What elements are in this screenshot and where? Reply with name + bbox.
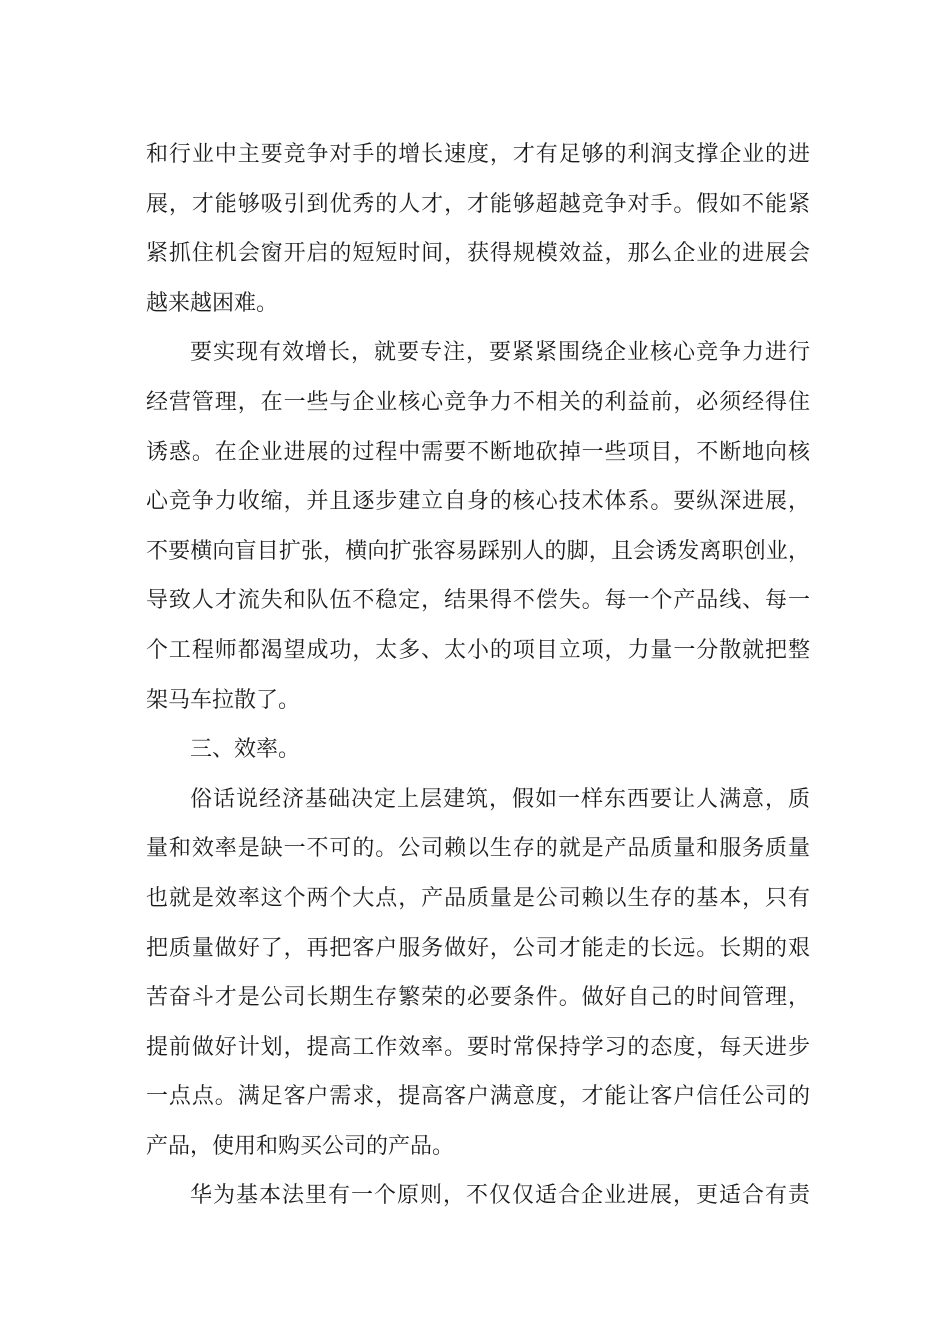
text-line: 苦奋斗才是公司长期生存繁荣的必要条件。做好自己的时间管理， [146,985,810,1011]
section-heading: 三、效率。 [190,737,301,763]
text-line: 架马车拉散了。 [146,687,301,713]
text-line: 导致人才流失和队伍不稳定，结果得不偿失。每一个产品线、每一 [146,588,810,614]
text-line: 经营管理，在一些与企业核心竞争力不相关的利益前，必须经得住 [146,389,810,415]
text-line: 把质量做好了，再把客户服务做好，公司才能走的长远。长期的艰 [146,935,810,961]
text-line: 也就是效率这个两个大点，产品质量是公司赖以生存的基本，只有 [146,885,810,911]
paragraph-start-line: 华为基本法里有一个原则，不仅仅适合企业进展，更适合有责 [190,1183,810,1209]
text-line: 产品，使用和购买公司的产品。 [146,1133,455,1159]
text-line: 紧抓住机会窗开启的短短时间，获得规模效益，那么企业的进展会 [146,241,810,267]
text-line: 心竞争力收缩，并且逐步建立自身的核心技术体系。要纵深进展， [146,489,810,515]
document-body [146,130,810,1221]
text-line: 越来越困难。 [146,290,279,316]
text-line: 展，才能够吸引到优秀的人才，才能够超越竞争对手。假如不能紧 [146,191,810,217]
text-line: 一点点。满足客户需求，提高客户满意度，才能让客户信任公司的 [146,1084,810,1110]
text-line: 提前做好计划，提高工作效率。要时常保持学习的态度，每天进步 [146,1034,810,1060]
text-line: 个工程师都渴望成功，太多、太小的项目立项，力量一分散就把整 [146,637,810,663]
paragraph-start-line: 俗话说经济基础决定上层建筑，假如一样东西要让人满意，质 [190,786,810,812]
text-line: 不要横向盲目扩张，横向扩张容易踩别人的脚，且会诱发离职创业， [146,538,810,564]
text-line: 诱惑。在企业进展的过程中需要不断地砍掉一些项目，不断地向核 [146,439,810,465]
text-line: 量和效率是缺一不可的。公司赖以生存的就是产品质量和服务质量 [146,836,810,862]
text-line: 和行业中主要竞争对手的增长速度，才有足够的利润支撑企业的进 [146,142,810,167]
paragraph-start-line: 要实现有效增长，就要专注，要紧紧围绕企业核心竞争力进行 [190,340,810,366]
